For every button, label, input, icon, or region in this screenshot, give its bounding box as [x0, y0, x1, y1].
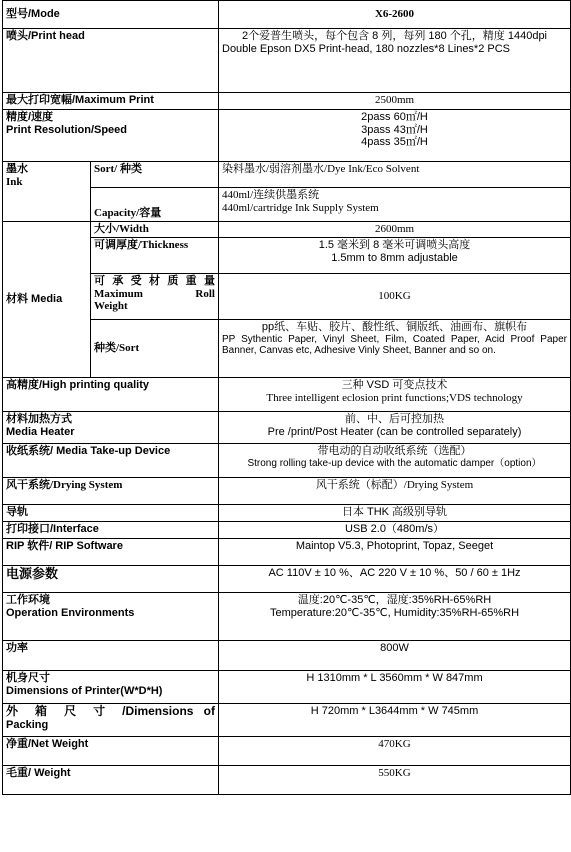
spec-row-resolution	[3, 110, 571, 162]
spec-row-model	[3, 1, 571, 29]
ink-label-en: Ink	[6, 175, 23, 188]
resolution-value-2pass: 2pass 60㎡/H	[361, 111, 428, 123]
model-label: 型号/Mode	[3, 1, 219, 29]
media-weight-label	[91, 274, 219, 320]
media-sort-value-en: PP Sythentic Paper, Vinyl Sheet, Film, Coated Paper, Acid Proof Paper Banner, Canvas etc, Adhesive Vinly Sheet, Banner and so on.	[222, 333, 567, 357]
media-weight-value: 100KG	[219, 274, 571, 320]
environment-label-en: Operation Environments	[6, 606, 135, 619]
media-thickness-value	[219, 238, 571, 274]
take-up-label: 收纸系统/ Media Take-up Device	[3, 444, 219, 478]
environment-label-cn: 工作环境	[6, 594, 50, 606]
ink-label-cn: 墨水	[6, 163, 28, 175]
dimensions-printer-value: H 1310mm * L 3560mm * W 847mm	[219, 671, 571, 704]
spec-row-dimensions-packing	[3, 704, 571, 737]
spec-row-take-up	[3, 444, 571, 478]
take-up-value-en: Strong rolling take-up device with the automatic damper（option）	[247, 457, 542, 469]
interface-label: 打印接口/Interface	[3, 522, 219, 539]
media-label: 材料 Media	[3, 222, 91, 378]
media-heater-value-cn: 前、中、后可控加热	[345, 413, 444, 425]
spec-row-media-width	[3, 222, 571, 238]
max-print-width-value: 2500mm	[219, 93, 571, 110]
print-head-value-cn: 2个爱普生喷头，每个包含 8 列，每列 180 个孔，精度 1440dpi	[241, 30, 548, 42]
resolution-value-3pass: 3pass 43㎡/H	[361, 123, 428, 136]
dimensions-packing-value: H 720mm * L3644mm * W 745mm	[219, 704, 571, 737]
spec-row-gross-weight	[3, 766, 571, 795]
ink-capacity-value	[219, 188, 571, 222]
environment-value	[219, 593, 571, 641]
net-weight-value: 470KG	[219, 737, 571, 766]
drying-label: 风干系统/Drying System	[3, 478, 219, 505]
dimensions-printer-label-en: Dimensions of Printer(W*D*H)	[6, 684, 163, 697]
ink-label	[3, 162, 91, 222]
dimensions-printer-label-cn: 机身尺寸	[6, 672, 50, 684]
gross-weight-value: 550KG	[219, 766, 571, 795]
print-head-value-en: Double Epson DX5 Print-head, 180 nozzles*8 Lines*2 PCS	[222, 42, 511, 55]
power-rate-label: 功率	[3, 641, 219, 671]
power-value: AC 110V ± 10 %、AC 220 V ± 10 %、50 / 60 ± 1Hz	[219, 566, 571, 593]
spec-table	[2, 0, 571, 795]
spec-row-rail	[3, 505, 571, 522]
ink-capacity-label: Capacity/容量	[91, 188, 219, 222]
power-rate-value: 800W	[219, 641, 571, 671]
model-value: X6-2600	[219, 1, 571, 29]
spec-row-high-precision	[3, 378, 571, 412]
spec-row-print-head	[3, 29, 571, 93]
spec-row-rip	[3, 539, 571, 566]
environment-label	[3, 593, 219, 641]
spec-row-power-rate	[3, 641, 571, 671]
media-weight-label-en-1: Maximum Roll	[94, 287, 215, 300]
media-heater-label	[3, 412, 219, 444]
spec-row-net-weight	[3, 737, 571, 766]
max-print-width-label: 最大打印宽幅/Maximum Print	[3, 93, 219, 110]
print-head-value	[219, 29, 571, 93]
spec-row-environment	[3, 593, 571, 641]
media-heater-value	[219, 412, 571, 444]
power-label: 电源参数	[3, 566, 219, 593]
resolution-label-en: Print Resolution/Speed	[6, 123, 128, 136]
media-thickness-label: 可调厚度/Thickness	[91, 238, 219, 274]
rip-label: RIP 软件/ RIP Software	[3, 539, 219, 566]
high-precision-label: 高精度/High printing quality	[3, 378, 219, 412]
dimensions-packing-label-1: 外 箱 尺 寸 /Dimensions of	[6, 704, 215, 718]
media-thickness-value-en: 1.5mm to 8mm adjustable	[331, 251, 458, 264]
ink-sort-value: 染料墨水/弱溶剂墨水/Dye Ink/Eco Solvent	[219, 162, 571, 188]
dimensions-packing-label	[3, 704, 219, 737]
spec-row-interface	[3, 522, 571, 539]
dimensions-printer-label	[3, 671, 219, 704]
media-width-label: 大小/Width	[91, 222, 219, 238]
media-width-value: 2600mm	[219, 222, 571, 238]
high-precision-value-en: Three intelligent eclosion print functions;VDS technology	[266, 391, 523, 404]
rail-label: 导轨	[3, 505, 219, 522]
rail-value: 日本 THK 高级别导轨	[219, 505, 571, 522]
spec-row-drying	[3, 478, 571, 505]
media-weight-label-en-2: Weight	[94, 300, 128, 313]
spec-row-ink-sort	[3, 162, 571, 188]
resolution-value-4pass: 4pass 35㎡/H	[361, 136, 428, 149]
resolution-values	[219, 110, 571, 162]
media-heater-label-en: Media Heater	[6, 425, 75, 438]
spec-row-media-heater	[3, 412, 571, 444]
media-sort-value-cn: pp纸、车贴、胶片、酸性纸、铜版纸、油画布、旗帜布	[261, 321, 528, 333]
net-weight-label: 净重/Net Weight	[3, 737, 219, 766]
media-sort-value	[219, 320, 571, 378]
resolution-label-cn: 精度/速度	[6, 111, 54, 123]
rip-value: Maintop V5.3, Photoprint, Topaz, Seeget	[219, 539, 571, 566]
ink-capacity-value-cn: 440ml/连续供墨系统	[222, 189, 320, 201]
ink-capacity-value-en: 440ml/cartridge Ink Supply System	[222, 201, 379, 214]
take-up-value	[219, 444, 571, 478]
environment-value-en: Temperature:20℃-35℃, Humidity:35%RH-65%RH	[269, 606, 520, 619]
take-up-value-cn: 带电动的自动收纸系统（选配）	[317, 445, 472, 457]
media-sort-label: 种类/Sort	[91, 320, 219, 378]
drying-value: 风干系统（标配）/Drying System	[219, 478, 571, 505]
resolution-label	[3, 110, 219, 162]
media-thickness-value-cn: 1.5 毫米到 8 毫米可调喷头高度	[318, 239, 471, 251]
media-heater-value-en: Pre /print/Post Heater (can be controlled separately)	[267, 425, 522, 438]
high-precision-value-cn: 三种 VSD 可变点技术	[341, 379, 448, 391]
spec-row-power	[3, 566, 571, 593]
spec-row-dimensions-printer	[3, 671, 571, 704]
media-heater-label-cn: 材料加热方式	[6, 413, 72, 425]
ink-sort-label: Sort/ 种类	[91, 162, 219, 188]
dimensions-packing-label-2: Packing	[6, 718, 49, 731]
interface-value: USB 2.0（480m/s）	[219, 522, 571, 539]
environment-value-cn: 温度:20℃-35℃，湿度:35%RH-65%RH	[297, 594, 492, 606]
gross-weight-label: 毛重/ Weight	[3, 766, 219, 795]
high-precision-value	[219, 378, 571, 412]
spec-row-max-print-width	[3, 93, 571, 110]
print-head-label: 喷头/Print head	[3, 29, 219, 93]
media-weight-label-cn: 可承受材质重量	[94, 275, 215, 287]
